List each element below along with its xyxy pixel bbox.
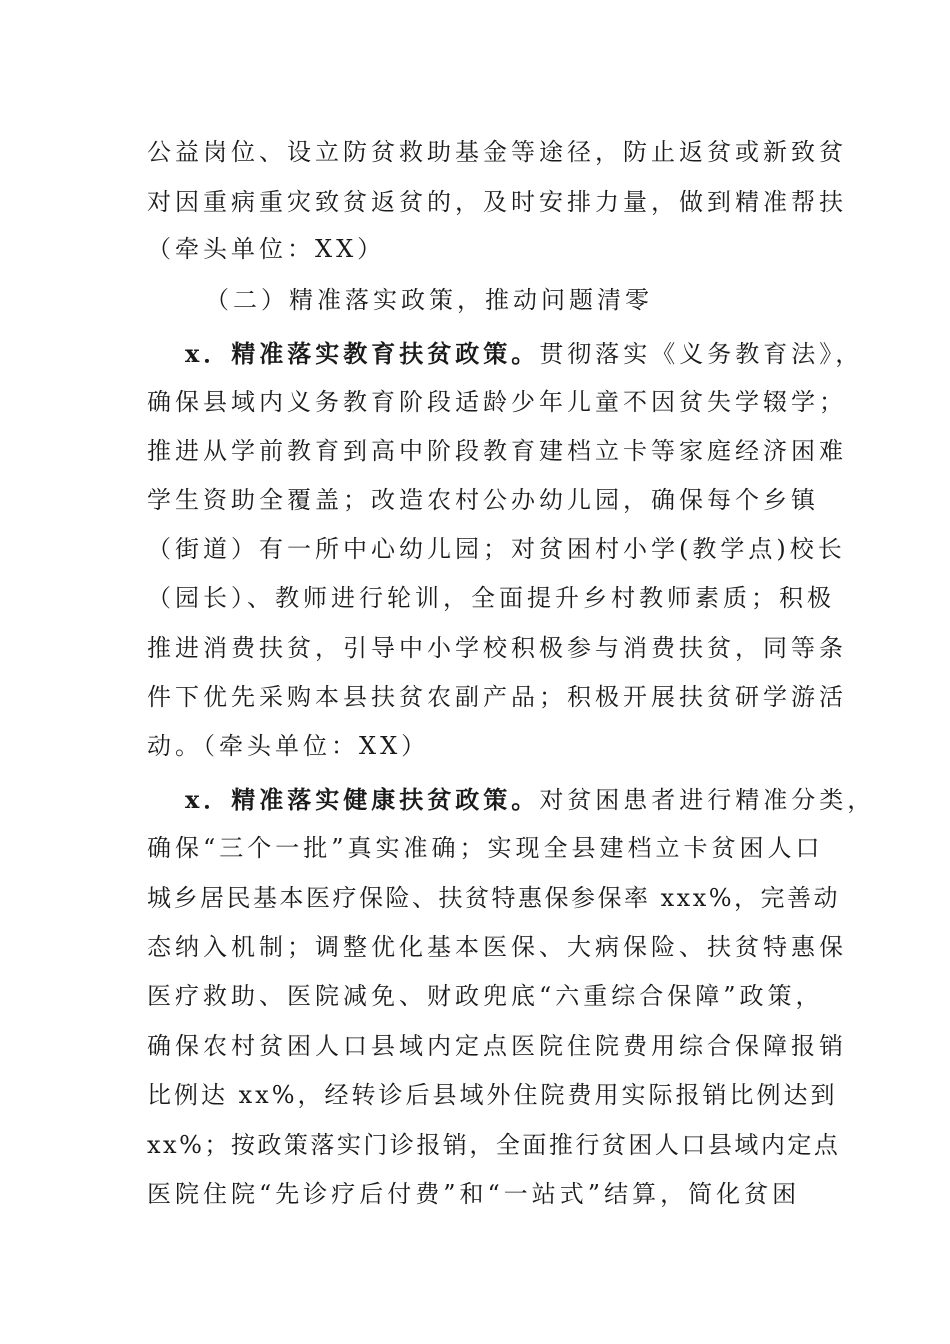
- paragraph-line: 确保“三个一批”真实准确；实现全县建档立卡贫困人口: [147, 834, 824, 862]
- paragraph-line: 公益岗位、设立防贫救助基金等途径，防止返贫或新致贫: [147, 138, 847, 166]
- paragraph-line: 学生资助全覆盖；改造农村公办幼儿园，确保每个乡镇: [147, 486, 819, 514]
- paragraph-line: [185, 329, 885, 379]
- paragraph-line: 确保县域内义务教育阶段适龄少年儿童不因贫失学辍学；: [147, 388, 847, 416]
- paragraph-line: 动。（牵头单位：XX）: [147, 732, 430, 760]
- paragraph-line: 对因重病重灾致贫返贫的，及时安排力量，做到精准帮扶: [147, 188, 847, 216]
- paragraph-line: [185, 775, 885, 825]
- paragraph-line: （街道）有一所中心幼儿园；对贫困村小学(教学点)校长: [147, 535, 846, 563]
- section-heading: （二）精准落实政策，推动问题清零: [205, 286, 653, 314]
- paragraph-line: 推进消费扶贫，引导中小学校积极参与消费扶贫，同等条: [147, 634, 847, 662]
- item-heading-education: x．精准落实教育扶贫政策。: [185, 339, 540, 368]
- paragraph-text: 贯彻落实《义务教育法》，: [539, 340, 864, 368]
- paragraph-line: 态纳入机制；调整优化基本医保、大病保险、扶贫特惠保: [147, 933, 847, 961]
- paragraph-line: 城乡居民基本医疗保险、扶贫特惠保参保率 xxx%，完善动: [147, 884, 841, 912]
- paragraph-line: （牵头单位：XX）: [147, 235, 386, 263]
- paragraph-line: 推进从学前教育到高中阶段教育建档立卡等家庭经济困难: [147, 437, 847, 465]
- paragraph-text: 对贫困患者进行精准分类，: [539, 786, 876, 814]
- paragraph-line: 件下优先采购本县扶贫农副产品；积极开展扶贫研学游活: [147, 683, 847, 711]
- paragraph-line: （园长）、教师进行轮训，全面提升乡村教师素质；积极: [147, 584, 835, 612]
- paragraph-line: 确保农村贫困人口县域内定点医院住院费用综合保障报销: [147, 1032, 847, 1060]
- paragraph-line: 医院住院“先诊疗后付费”和“一站式”结算，简化贫困: [147, 1180, 801, 1208]
- paragraph-line: 医疗救助、医院减免、财政兜底“六重综合保障”政策，: [147, 982, 824, 1010]
- item-heading-health: x．精准落实健康扶贫政策。: [185, 785, 540, 814]
- paragraph-line: xx%；按政策落实门诊报销，全面推行贫困人口县域内定点: [147, 1131, 841, 1159]
- paragraph-line: 比例达 xx%，经转诊后县域外住院费用实际报销比例达到: [147, 1081, 838, 1109]
